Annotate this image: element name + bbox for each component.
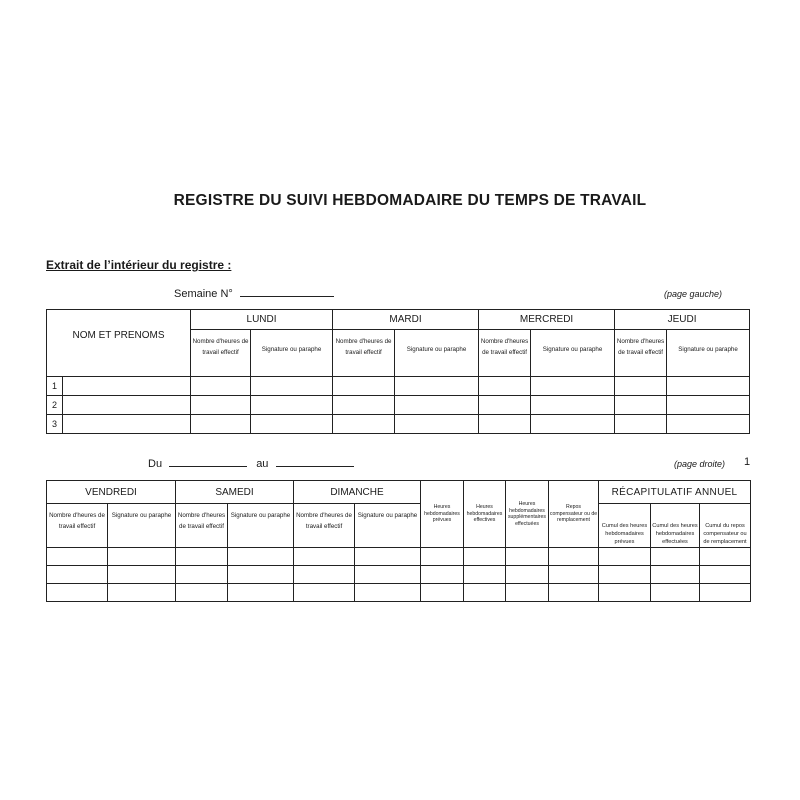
entry-cell[interactable] [421,548,464,566]
entry-cell[interactable] [700,566,751,584]
hours-label: Nombre d'heures de travail effectif [294,504,355,548]
entry-cell[interactable] [531,377,615,396]
day-header-samedi: SAMEDI [176,481,294,504]
entry-cell[interactable] [615,415,667,434]
entry-cell[interactable] [531,396,615,415]
entry-cell[interactable] [700,584,751,602]
planned-hours-header: Heures hebdomadaires prévues [421,481,464,548]
entry-cell[interactable] [294,548,355,566]
effective-hours-header: Heures hebdomadaires effectives [464,481,506,548]
name-header: NOM ET PRENOMS [47,310,191,377]
entry-cell[interactable] [700,548,751,566]
entry-cell[interactable] [191,415,251,434]
entry-cell[interactable] [506,584,549,602]
entry-cell[interactable] [667,415,750,434]
entry-cell[interactable] [355,548,421,566]
left-page-table [46,309,750,434]
entry-cell[interactable] [667,377,750,396]
entry-cell[interactable] [464,584,506,602]
entry-cell[interactable] [549,584,599,602]
recap-rest-header: Cumul du repos compensateur ou de remplacement [700,504,751,548]
to-label: au [256,458,269,470]
entry-cell[interactable] [479,396,531,415]
entry-cell[interactable] [355,566,421,584]
entry-cell[interactable] [599,566,651,584]
week-line [174,286,334,300]
entry-cell[interactable] [651,584,700,602]
entry-cell[interactable] [251,415,333,434]
day-header-jeudi: JEUDI [615,310,750,330]
entry-cell[interactable] [506,548,549,566]
entry-cell[interactable] [108,584,176,602]
page-number: 1 [744,456,751,468]
signature-label: Signature ou paraphe [395,330,479,377]
entry-cell[interactable] [395,377,479,396]
entry-cell[interactable] [615,377,667,396]
name-cell[interactable] [63,415,191,434]
entry-cell[interactable] [549,548,599,566]
entry-cell[interactable] [421,584,464,602]
entry-cell[interactable] [395,396,479,415]
entry-cell[interactable] [549,566,599,584]
name-cell[interactable] [63,396,191,415]
date-range-line [148,456,354,470]
entry-cell[interactable] [651,548,700,566]
signature-label: Signature ou paraphe [667,330,750,377]
entry-cell[interactable] [47,584,108,602]
recap-effective-header: Cumul des heures hebdomadaires effectuées [651,504,700,548]
signature-label: Signature ou paraphe [355,504,421,548]
entry-cell[interactable] [251,377,333,396]
entry-cell[interactable] [176,548,228,566]
recap-planned-header: Cumul des heures hebdomadaires prévues [599,504,651,548]
hours-label: Nombre d'heures de travail effectif [333,330,395,377]
hours-label: Nombre d'heures de travail effectif [47,504,108,548]
entry-cell[interactable] [228,584,294,602]
hours-label: Nombre d'heures de travail effectif [615,330,667,377]
row-number: 2 [47,396,63,415]
annual-recap-header: RÉCAPITULATIF ANNUEL [599,481,751,504]
extract-label: Extrait de l’intérieur du registre : [46,258,232,272]
signature-label: Signature ou paraphe [108,504,176,548]
entry-cell[interactable] [395,415,479,434]
entry-cell[interactable] [47,548,108,566]
entry-cell[interactable] [599,584,651,602]
week-number-field[interactable] [240,286,334,297]
entry-cell[interactable] [294,566,355,584]
from-label: Du [148,458,163,470]
rest-header: Repos compensateur ou de remplacement [549,481,599,548]
entry-cell[interactable] [333,396,395,415]
entry-cell[interactable] [464,548,506,566]
entry-cell[interactable] [479,377,531,396]
entry-cell[interactable] [191,377,251,396]
from-date-field[interactable] [169,456,247,467]
entry-cell[interactable] [108,566,176,584]
overtime-hours-header: Heures hebdomadaires supplémentaires effectuées [506,481,549,548]
document-title: REGISTRE DU SUIVI HEBDOMADAIRE DU TEMPS DE TRAVAIL [173,192,647,209]
entry-cell[interactable] [251,396,333,415]
entry-cell[interactable] [333,415,395,434]
right-page-table [46,480,751,602]
entry-cell[interactable] [176,584,228,602]
entry-cell[interactable] [615,396,667,415]
name-cell[interactable] [63,377,191,396]
entry-cell[interactable] [228,566,294,584]
entry-cell[interactable] [47,566,108,584]
day-header-mardi: MARDI [333,310,479,330]
row-number: 3 [47,415,63,434]
entry-cell[interactable] [651,566,700,584]
day-header-lundi: LUNDI [191,310,333,330]
day-header-dimanche: DIMANCHE [294,481,421,504]
signature-label: Signature ou paraphe [228,504,294,548]
signature-label: Signature ou paraphe [251,330,333,377]
entry-cell[interactable] [506,566,549,584]
signature-label: Signature ou paraphe [531,330,615,377]
hours-label: Nombre d'heures de travail effectif [176,504,228,548]
hours-label: Nombre d'heures de travail effectif [479,330,531,377]
entry-cell[interactable] [479,415,531,434]
week-label: Semaine N° [174,288,233,300]
entry-cell[interactable] [333,377,395,396]
entry-cell[interactable] [599,548,651,566]
entry-cell[interactable] [355,584,421,602]
hours-label: Nombre d'heures de travail effectif [191,330,251,377]
day-header-mercredi: MERCREDI [479,310,615,330]
to-date-field[interactable] [276,456,354,467]
entry-cell[interactable] [464,566,506,584]
entry-cell[interactable] [294,584,355,602]
page-left-note: (page gauche) [664,289,723,299]
entry-cell[interactable] [531,415,615,434]
entry-cell[interactable] [667,396,750,415]
entry-cell[interactable] [108,548,176,566]
day-header-vendredi: VENDREDI [47,481,176,504]
entry-cell[interactable] [176,566,228,584]
row-number: 1 [47,377,63,396]
entry-cell[interactable] [191,396,251,415]
page-right-note: (page droite) [674,459,726,469]
entry-cell[interactable] [421,566,464,584]
entry-cell[interactable] [228,548,294,566]
